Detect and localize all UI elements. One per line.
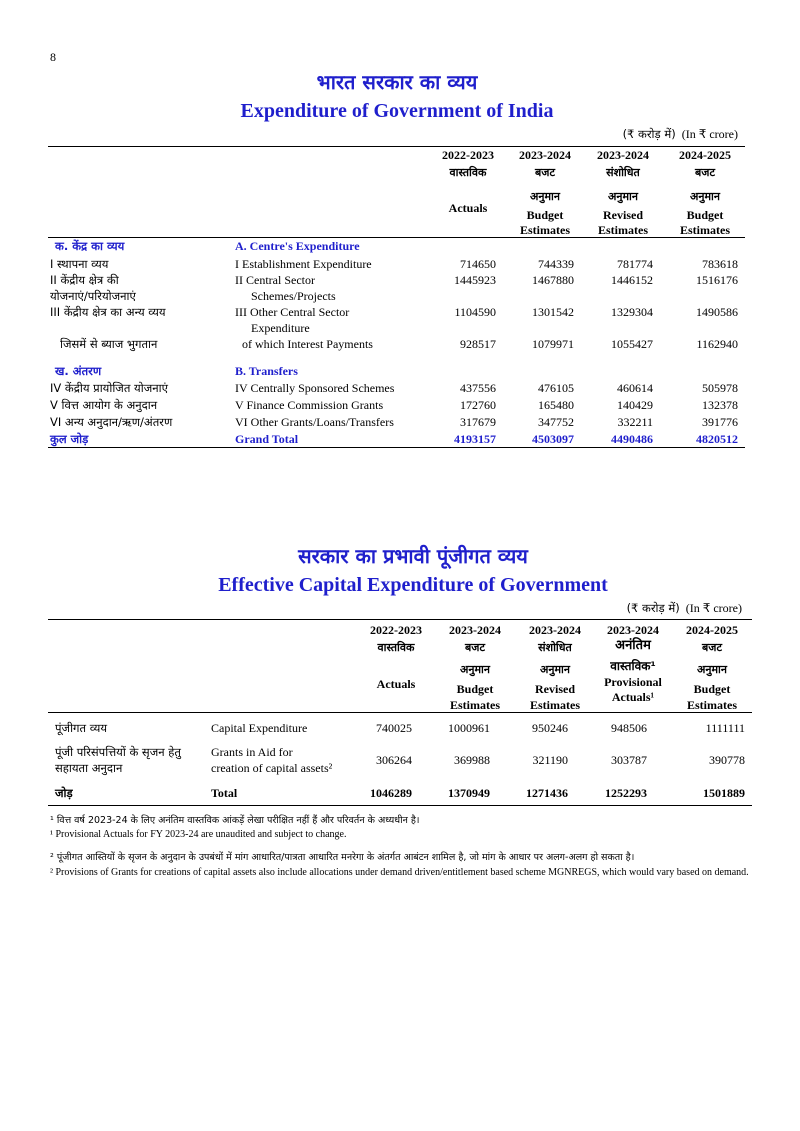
column-label-hi-2: अनुमान [689, 190, 721, 203]
column-year: 2024-2025 [679, 148, 731, 162]
table-cell: 1079971 [532, 337, 574, 351]
table-cell: 1467880 [532, 273, 574, 287]
grand-total-cell: 4503097 [532, 432, 574, 446]
column-label-en-2: Estimates [530, 698, 580, 712]
column-year: 2024-2025 [686, 623, 738, 637]
capex-title-en: Effective Capital Expenditure of Government [218, 574, 608, 596]
grand-total-cell: 4193157 [454, 432, 496, 446]
table-cell: 1104590 [454, 305, 496, 319]
row-label-en: Grants in Aid for [211, 745, 293, 759]
footnotes [50, 814, 755, 881]
row-label-en: of which Interest Payments [242, 337, 373, 351]
footnote-2-hi: ² पूंजीगत आस्तियों के सृजन के अनुदान के उपबंधों में मांग आधारित/पात्रता आधारित मनरेगा के अंतर्गत आबंटन शामिल है, जो मांग के आधार पर अलग-अलग हो सकता है। [50, 852, 635, 863]
section-b-heading-en: B. Transfers [235, 364, 298, 378]
table-header-rule [48, 237, 745, 238]
table-header-rule [48, 712, 752, 713]
total-cell: 1370949 [448, 786, 490, 800]
column-label-hi: वास्तविक [377, 641, 415, 654]
table-bottom-rule [48, 447, 745, 448]
table-cell: 321190 [532, 753, 568, 767]
grand-total-cell: 4820512 [696, 432, 738, 446]
row-label-en-cont: Expenditure [251, 321, 310, 335]
row-label-hi: I स्थापना व्यय [50, 257, 109, 271]
column-label-en-2: Estimates [520, 223, 570, 237]
table-cell: 476105 [538, 381, 574, 395]
row-label-en-cont: Schemes/Projects [251, 289, 336, 303]
column-label-hi-2: अनुमान [607, 190, 639, 203]
table-cell: 1490586 [696, 305, 738, 319]
total-cell: 1046289 [370, 786, 412, 800]
footnote-1-en: ¹ Provisional Actuals for FY 2023-24 are unaudited and subject to change. [50, 829, 347, 840]
row-label-hi-cont: योजनाएं/परियोजनाएं [50, 289, 136, 303]
table-cell: 347752 [538, 415, 574, 429]
grand-total-cell: 4490486 [611, 432, 653, 446]
column-label-en: Budget [693, 682, 731, 696]
column-label-en: Revised [603, 208, 643, 222]
column-year: 2023-2024 [607, 623, 659, 637]
column-label-hi-2: अनुमान [539, 663, 571, 676]
expenditure-title-hi: भारत सरकार का व्यय [316, 70, 478, 94]
row-label-en: III Other Central Sector [235, 305, 350, 319]
column-label-en-2: Estimates [598, 223, 648, 237]
units-label-hi: (₹ करोड़ में) [622, 127, 676, 141]
row-label-en: I Establishment Expenditure [235, 257, 372, 271]
column-year: 2023-2024 [519, 148, 571, 162]
column-label-hi: वास्तविक [449, 166, 487, 179]
table-cell: 781774 [617, 257, 653, 271]
table-cell: 740025 [376, 721, 412, 735]
column-label-hi-2: अनुमान [529, 190, 561, 203]
table-cell: 1055427 [611, 337, 653, 351]
section-a-heading-hi: क. केंद्र का व्यय [55, 239, 125, 253]
column-label-hi: संशोधित [606, 166, 640, 179]
column-year: 2022-2023 [370, 623, 422, 637]
table-cell: 714650 [460, 257, 496, 271]
table-bottom-rule [48, 805, 752, 806]
column-label-en-2: Estimates [450, 698, 500, 712]
table-cell: 390778 [709, 753, 745, 767]
total-cell: 1252293 [605, 786, 647, 800]
table-cell: 948506 [611, 721, 647, 735]
grand-total-label-hi: कुल जोड़ [50, 432, 89, 446]
column-label-en: Actuals [448, 201, 488, 215]
table-cell: 783618 [702, 257, 738, 271]
table-cell: 1111111 [705, 721, 745, 735]
column-year: 2023-2024 [529, 623, 581, 637]
units-label-en: (In ₹ crore) [681, 127, 738, 141]
column-label-hi: बजट [702, 641, 722, 654]
column-label-en: Budget [456, 682, 494, 696]
table-cell: 1000961 [448, 721, 490, 735]
table-cell: 165480 [538, 398, 574, 412]
column-label-en-2: Estimates [680, 223, 730, 237]
table-cell: 1446152 [611, 273, 653, 287]
table-cell: 744339 [538, 257, 574, 271]
table-cell: 1516176 [696, 273, 738, 287]
expenditure-title-en: Expenditure of Government of India [240, 100, 554, 122]
column-year: 2023-2024 [449, 623, 501, 637]
table-cell: 1329304 [611, 305, 653, 319]
total-label-en: Total [211, 786, 238, 800]
table-cell: 1445923 [454, 273, 496, 287]
total-cell: 1271436 [526, 786, 568, 800]
column-label-en-2: Estimates [687, 698, 737, 712]
capex-units [627, 601, 742, 615]
row-label-hi-cont: सहायता अनुदान [55, 761, 123, 775]
section-b-heading-hi: ख. अंतरण [55, 364, 102, 378]
units-label-hi: (₹ करोड़ में) [626, 601, 680, 615]
table-cell: 437556 [460, 381, 496, 395]
grand-total-label-en: Grand Total [235, 432, 299, 446]
column-label-en: Revised [535, 682, 575, 696]
column-label-en: Budget [526, 208, 564, 222]
column-label-hi: बजट [465, 641, 485, 654]
row-label-hi: V वित्त आयोग के अनुदान [50, 398, 158, 412]
table-cell: 317679 [460, 415, 496, 429]
table-cell: 303787 [611, 753, 647, 767]
column-label-en: Budget [686, 208, 724, 222]
table-cell: 306264 [376, 753, 412, 767]
table-cell: 950246 [532, 721, 568, 735]
column-year: 2023-2024 [597, 148, 649, 162]
table-cell: 391776 [702, 415, 738, 429]
row-label-en: V Finance Commission Grants [235, 398, 384, 412]
table-cell: 132378 [702, 398, 738, 412]
row-label-hi: II केंद्रीय क्षेत्र की [50, 273, 119, 287]
column-label-hi: अनंतिम [615, 638, 651, 653]
row-label-en: Capital Expenditure [211, 721, 308, 735]
table-top-rule [48, 146, 745, 147]
row-label-en: II Central Sector [235, 273, 315, 287]
table-cell: 1301542 [532, 305, 574, 319]
table-cell: 140429 [617, 398, 653, 412]
section-a-heading-en: A. Centre's Expenditure [235, 239, 360, 253]
row-label-hi: VI अन्य अनुदान/ऋण/अंतरण [50, 415, 173, 429]
table-cell: 1162940 [696, 337, 738, 351]
row-label-hi: पूंजी परिसंपत्तियों के सृजन हेतु [55, 745, 181, 759]
units-label-en: (In ₹ crore) [685, 601, 742, 615]
table-cell: 332211 [617, 415, 653, 429]
capex-title-hi: सरकार का प्रभावी पूंजीगत व्यय [298, 544, 528, 568]
column-label-hi: बजट [535, 166, 555, 179]
column-label-en: Actuals [376, 677, 416, 691]
row-label-hi: IV केंद्रीय प्रायोजित योजनाएं [50, 381, 168, 395]
table-cell: 369988 [454, 753, 490, 767]
row-label-en-cont: creation of capital assets² [211, 761, 333, 775]
table-top-rule [48, 619, 752, 620]
total-cell: 1501889 [703, 786, 745, 800]
table-cell: 928517 [460, 337, 496, 351]
table-cell: 505978 [702, 381, 738, 395]
column-label-hi: संशोधित [538, 641, 572, 654]
footnote-1-hi: ¹ वित्त वर्ष 2023-24 के लिए अनंतिम वास्तविक आंकड़ें लेखा परीक्षित नहीं हैं और परिवर्तन के अध्यधीन है। [50, 815, 420, 826]
expenditure-units [623, 127, 738, 141]
row-label-hi: III केंद्रीय क्षेत्र का अन्य व्यय [50, 305, 166, 319]
footnote-2-en: ² Provisions of Grants for creations of capital assets also include allocations under demand driven/entitlement based scheme MGNREGS, which would vary based on demand. [50, 867, 749, 878]
column-year: 2022-2023 [442, 148, 494, 162]
total-label-hi: जोड़ [55, 786, 73, 800]
column-label-en-2: Actuals¹ [611, 690, 655, 704]
row-label-hi: पूंजीगत व्यय [55, 721, 108, 735]
row-label-hi: जिसमें से ब्याज भुगतान [60, 337, 158, 351]
column-label-en: Provisional [604, 675, 662, 689]
row-label-en: IV Centrally Sponsored Schemes [235, 381, 395, 395]
row-label-en: VI Other Grants/Loans/Transfers [235, 415, 394, 429]
page-number: 8 [50, 50, 56, 64]
column-label-hi: बजट [695, 166, 715, 179]
column-label-hi-2: अनुमान [459, 663, 491, 676]
column-label-hi-2: अनुमान [696, 663, 728, 676]
column-label-hi-2: वास्तविक¹ [610, 659, 656, 673]
table-cell: 172760 [460, 398, 496, 412]
table-cell: 460614 [617, 381, 653, 395]
